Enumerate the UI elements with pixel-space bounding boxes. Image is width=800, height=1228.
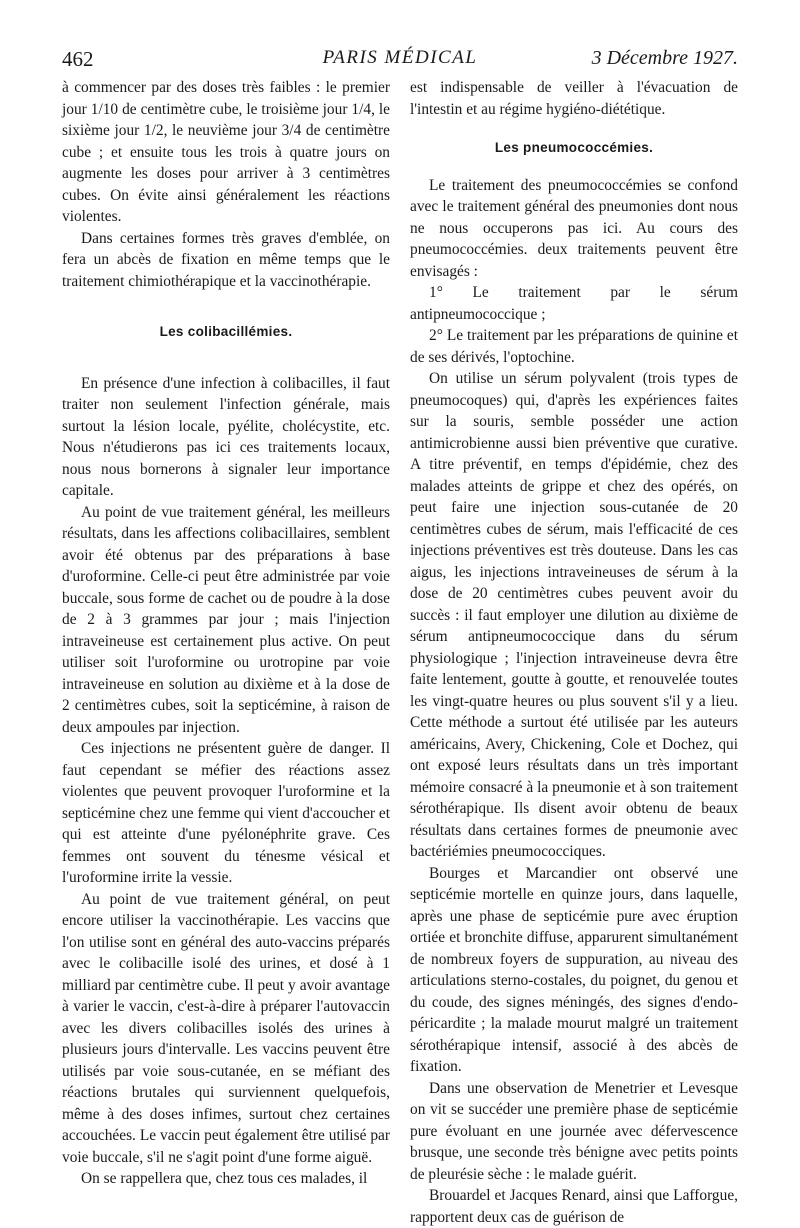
journal-title: PARIS MÉDICAL	[322, 47, 478, 68]
paragraph: Bourges et Marcandier ont observé une septicémie mortelle en quinze jours, dans laquelle, après une phase de septicémie pure avec éruption ortiée et bronchite diffuse, apparurent simultanément de nombreux foyers de suppuration, au niveau des articulations sterno-costales, du poignet, du genou et du coude, des signes méningés, des signes d'endo-péricardite ; la malade mourut malgré un traitement sérothérapique intensif, associé à des abcès de fixation.	[410, 864, 738, 1075]
paragraph: On utilise un sérum polyvalent (trois types de pneumocoques) qui, d'après les expériences faites sur la souris, semble posséder une action antimicrobienne aussi bien préventive que curative. A titre préventif, en temps d'épidémie, chez des malades atteints de grippe et chez des opérés, on peut faire une injection sous-cutanée de 20 centimètres cubes de sérum, mais l'efficacité de ces injections préventives est très douteuse. Dans les cas aigus, les injections intraveineuses de sérum à la dose de 20 centimètres cubes peuvent avoir du succès : il faut employer une dilution au dixième de sérum antipneumococcique dans du sérum physiologique ; l'injection intraveineuse devra être faite lentement, goutte à goutte, et renouvelée toutes les vingt-quatre heures ou plus souvent s'il y a lieu. Cette méthode a surtout été utilisée par les auteurs américains, Avery, Chickening, Cole et Dochez, qui ont exposé leurs résultats dans un très important mémoire consacré à la pneumonie et à son traitement sérothérapique. Ils disent avoir obtenu de beaux résultats dans certaines formes de pneumonie avec bactériémies pneumococciques.	[410, 370, 738, 860]
paragraph: Le traitement des pneumococcémies se confond avec le traitement général des pneumonies dont nous ne nous occuperons pas ici. Au cours des pneumococcémies. deux traitements peuvent être envisagés :	[410, 176, 738, 280]
paragraph: Dans certaines formes très graves d'emblée, on fera un abcès de fixation en même temps que le traitement chimiothérapique et la vaccinothérapie.	[62, 229, 390, 290]
paragraph: Au point de vue traitement général, les meilleurs résultats, dans les affections colibacillaires, semblent avoir été obtenus par des préparations à base d'uroformine. Celle-ci peut être administrée par voie buccale, sous forme de cachet ou de poudre à la dose de 2 à 3 grammes par jour ; mais l'injection intraveineuse est certainement plus active. On peut utiliser soit l'uroformine ou urotropine par voie intraveineuse en solution au dixième et à la dose de 2 centimètres cubes, soit la septicémine, à raison de deux ampoules par injection.	[62, 503, 390, 736]
left-column	[62, 77, 390, 1190]
paragraph: Brouardel et Jacques Renard, ainsi que Lafforgue, rapportent deux cas de guérison de	[410, 1187, 738, 1226]
page-number: 462	[62, 47, 94, 71]
right-column	[410, 77, 738, 1228]
page-header	[62, 47, 738, 77]
paragraph: Ces injections ne présentent guère de danger. Il faut cependant se méfier des réactions assez violentes que peuvent provoquer l'uroformine et la septicémine chez une femme qui vient d'accoucher et qui est atteinte d'une pyélonéphrite grave. Ces femmes ont souvent du ténesme vésical et l'uroformine irrite la vessie.	[62, 740, 390, 886]
paragraph: On se rappellera que, chez tous ces malades, il	[81, 1170, 368, 1187]
section-heading-pneumococcemies: Les pneumococcémies.	[494, 140, 654, 155]
paragraph: Au point de vue traitement général, on peut encore utiliser la vaccinothérapie. Les vaccins que l'on utilise sont en général des auto-vaccins préparés avec le colibacille isolé des urines, et dosé à 1 milliard par centimètre cube. Il peut y avoir avantage à varier le vaccin, c'est-à-dire à préparer l'autovaccin avec les divers colibacilles isolés des urines à plusieurs jours d'intervalle. Les vaccins peuvent être utilisés par voie sous-cutanée, en se méfiant des réactions brutales qui surviennent quelquefois, même à des doses infimes, surtout chez certaines accouchées. Le vaccin peut également être utilisé par voie buccale, s'il ne s'agit point d'une forme aiguë.	[62, 890, 390, 1166]
paragraph: à commencer par des doses très faibles : le premier jour 1/10 de centimètre cube, le troisième jour 1/4, le sixième jour 1/2, le neuvième jour 3/4 de centimètre cube ; et ensuite tous les trois à quatre jours on augmente les doses pour arriver à 3 centimètres cubes. On évite ainsi généralement les réactions violentes.	[62, 79, 390, 225]
list-item: 1° Le traitement par le sérum antipneumococcique ;	[410, 284, 738, 323]
issue-date: 3 Décembre 1927.	[591, 47, 738, 69]
paragraph: est indispensable de veiller à l'évacuation de l'intestin et au régime hygiéno-diététique.	[410, 79, 738, 118]
section-heading-colibacillemies: Les colibacillémies.	[159, 324, 293, 339]
list-item: 2° Le traitement par les préparations de quinine et de ses dérivés, l'optochine.	[410, 327, 738, 366]
paragraph: Dans une observation de Menetrier et Levesque on vit se succéder une première phase de septicémie pure évoluant en une journée avec défervescence brusque, une seconde très bénigne avec petits points de pleurésie sèche : le malade guérit.	[410, 1079, 738, 1183]
paragraph: En présence d'une infection à colibacilles, il faut traiter non seulement l'infection générale, mais surtout la lésion locale, pyélite, cholécystite, etc. Nous n'étudierons pas ici ces traitements locaux, nous nous bornerons à signaler leur importance capitale.	[62, 374, 390, 499]
